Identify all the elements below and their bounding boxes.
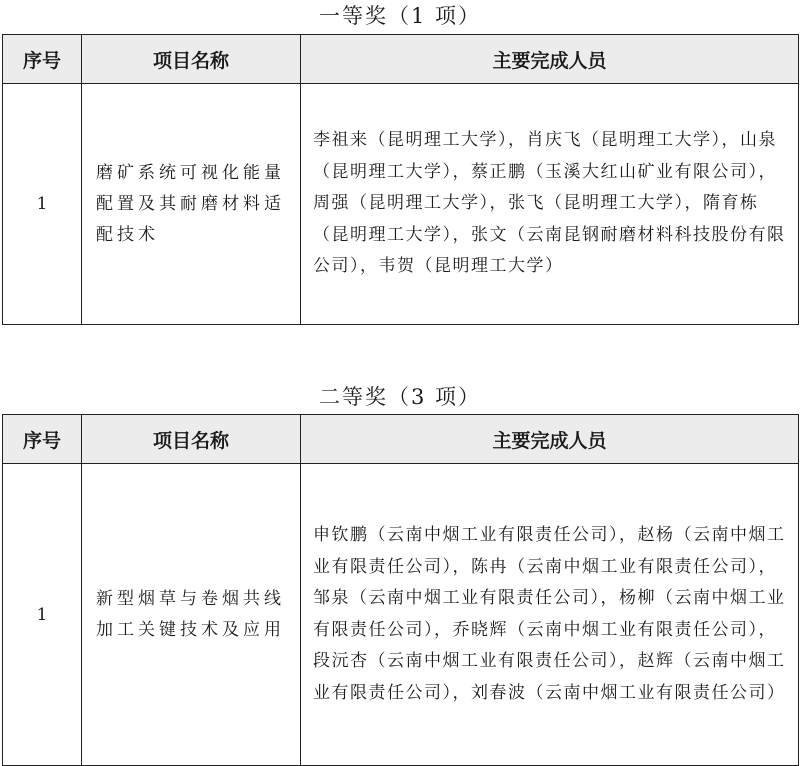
header-main-contributors: 主要完成人员 [301, 415, 799, 464]
table-header-row [3, 35, 799, 84]
row-serial-number: 1 [3, 464, 82, 766]
row-project-name: 新型烟草与卷烟共线加工关键技术及应用 [82, 464, 301, 766]
header-serial-number: 序号 [3, 35, 82, 84]
header-project-name: 项目名称 [82, 415, 301, 464]
section-title-second-prize: 二等奖（3 项） [318, 385, 482, 409]
first-prize-table [2, 34, 799, 325]
header-serial-number: 序号 [3, 415, 82, 464]
header-main-contributors: 主要完成人员 [301, 35, 799, 84]
header-project-name: 项目名称 [82, 35, 301, 84]
row-serial-number: 1 [3, 84, 82, 325]
table-row [3, 84, 799, 325]
second-prize-table [2, 414, 799, 766]
table-header-row [3, 415, 799, 464]
table-row [3, 464, 799, 766]
section-title-first-prize: 一等奖（1 项） [318, 4, 482, 28]
row-project-name: 磨矿系统可视化能量配置及其耐磨材料适配技术 [82, 84, 301, 325]
row-main-contributors: 李祖来（昆明理工大学），肖庆飞（昆明理工大学），山泉（昆明理工大学），蔡正鹏（玉溪大红山矿业有限公司），周强（昆明理工大学），张飞（昆明理工大学），隋育栋（昆明理工大学），张文（云南昆钢耐磨材料科技股份有限公司），韦贺（昆明理工大学） [301, 84, 799, 325]
row-main-contributors: 申钦鹏（云南中烟工业有限责任公司），赵杨（云南中烟工业有限责任公司），陈冉（云南中烟工业有限责任公司），邹泉（云南中烟工业有限责任公司），杨柳（云南中烟工业有限责任公司），乔晓辉（云南中烟工业有限责任公司），段沅杏（云南中烟工业有限责任公司），赵辉（云南中烟工业有限责任公司），刘春波（云南中烟工业有限责任公司） [301, 464, 799, 766]
